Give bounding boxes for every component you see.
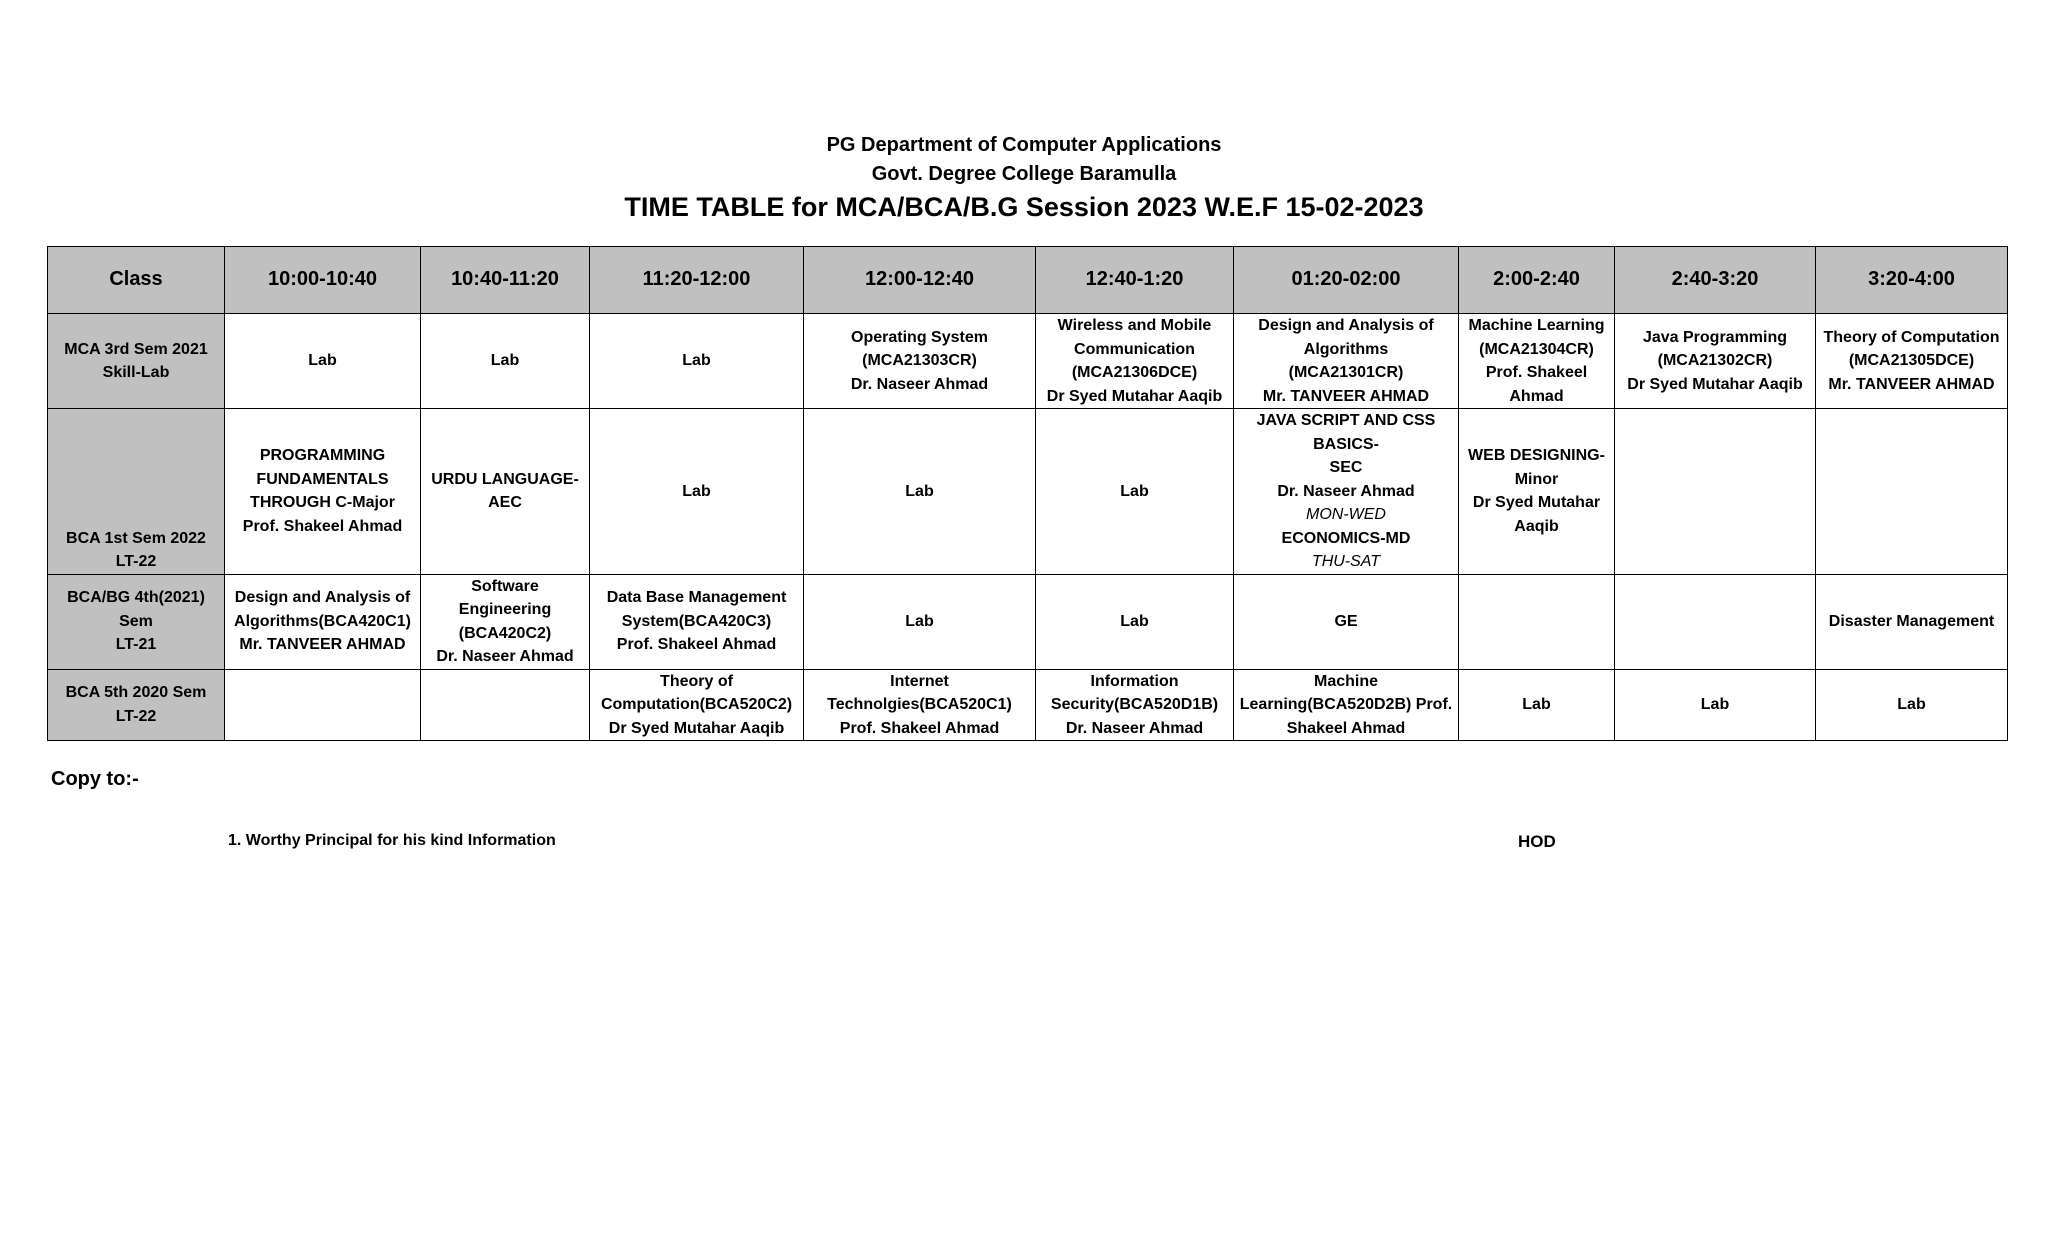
class-label-line: Sem [119, 612, 153, 630]
course-line: Information [1090, 672, 1179, 690]
course-cell [1234, 314, 1459, 409]
empty-cell [1615, 409, 1816, 575]
course-line: GE [1334, 612, 1358, 630]
header-row [48, 247, 2008, 314]
course-line: Dr Syed Mutahar [1472, 494, 1601, 512]
course-line: Dr. Naseer Ahmad [436, 648, 574, 665]
course-line: Wireless and Mobile [1057, 317, 1212, 334]
course-line: Algorithms [1303, 340, 1389, 358]
class-cell [48, 669, 225, 741]
hod-signature: HOD [1518, 832, 1556, 851]
course-line: (MCA21304CR) [1479, 340, 1594, 358]
course-line: THROUGH C-Major [250, 494, 395, 512]
course-line: WEB DESIGNING- [1468, 447, 1605, 465]
timetable-row [48, 409, 2008, 575]
column-header-slot: 10:00-10:40 [225, 247, 421, 314]
course-line: Design and Analysis of [1258, 317, 1434, 334]
course-cell [590, 409, 804, 575]
course-cell [225, 314, 421, 409]
class-label-line: LT-21 [115, 636, 157, 654]
course-line: Lab [905, 482, 934, 500]
timetable-row [48, 574, 2008, 669]
course-line: Lab [1897, 696, 1926, 713]
course-line: (MCA21305DCE) [1848, 352, 1975, 370]
course-line: Communication [1074, 340, 1195, 358]
course-line: (BCA420C2) [458, 624, 552, 642]
course-line: Lab [1120, 482, 1149, 500]
course-line: Learning(BCA520D2B) Prof. [1239, 696, 1453, 713]
column-header-slot: 2:40-3:20 [1615, 247, 1816, 314]
course-cell [1615, 669, 1816, 741]
column-header-slot: 01:20-02:00 [1234, 247, 1459, 314]
course-cell [1036, 409, 1234, 575]
course-line: Data Base Management [606, 589, 787, 607]
college-name: Govt. Degree College Baramulla [871, 163, 1177, 185]
column-header-slot: 2:00-2:40 [1459, 247, 1615, 314]
class-cell [48, 574, 225, 669]
course-cell [1234, 669, 1459, 741]
course-line: (MCA21302CR) [1657, 352, 1773, 370]
empty-cell [421, 669, 590, 741]
course-cell [590, 669, 804, 741]
course-line: (MCA21301CR) [1288, 364, 1404, 381]
course-line: Operating System [851, 328, 988, 346]
course-line: PROGRAMMING [259, 447, 386, 465]
course-line: SEC [1329, 459, 1363, 476]
column-header-class: Class [48, 247, 225, 314]
timetable [47, 246, 2008, 741]
course-cell [1816, 574, 2008, 669]
course-cell [804, 314, 1036, 409]
class-label-line: Skill-Lab [102, 364, 170, 381]
course-line: Theory of [660, 672, 733, 690]
timetable-title: TIME TABLE for MCA/BCA/B.G Session 2023 W.E.F 15-02-2023 [624, 192, 1424, 222]
class-label-line: BCA 5th 2020 Sem [65, 684, 207, 702]
empty-cell [1615, 574, 1816, 669]
course-line: Lab [905, 612, 934, 630]
column-header-slot: 12:40-1:20 [1036, 247, 1234, 314]
course-line: Dr. Naseer Ahmad [1277, 482, 1415, 500]
course-line: AEC [488, 494, 522, 512]
timetable-row [48, 669, 2008, 741]
timetable-row [48, 314, 2008, 409]
class-cell [48, 314, 225, 409]
course-cell [1459, 314, 1615, 409]
course-line: Prof. Shakeel Ahmad [242, 517, 403, 535]
column-header-slot: 12:00-12:40 [804, 247, 1036, 314]
course-line: Internet [890, 672, 949, 690]
class-label-line: LT-22 [115, 553, 157, 570]
column-header-slot: 10:40-11:20 [421, 247, 590, 314]
course-cell [1459, 409, 1615, 575]
class-label-line: BCA/BG 4th(2021) [67, 589, 205, 607]
course-line: Shakeel Ahmad [1286, 719, 1406, 737]
course-line: Disaster Management [1828, 612, 1995, 630]
course-line: Theory of Computation [1823, 328, 2000, 346]
course-cell [804, 574, 1036, 669]
course-cell [1036, 669, 1234, 741]
course-cell [1459, 669, 1615, 741]
copy-to-item: 1. Worthy Principal for his kind Information [228, 832, 556, 849]
course-line: Dr Syed Mutahar Aaqib [1046, 387, 1223, 405]
course-line: Algorithms(BCA420C1) [234, 612, 411, 630]
course-cell [1234, 409, 1459, 575]
course-cell [804, 669, 1036, 741]
course-cell [1816, 669, 2008, 741]
course-line: Mr. TANVEER AHMAD [1828, 375, 1995, 393]
course-line: ECONOMICS-MD [1281, 529, 1411, 547]
class-cell [48, 409, 225, 575]
course-line: Security(BCA520D1B) [1050, 696, 1219, 713]
course-line: Prof. Shakeel Ahmad [839, 719, 1000, 737]
course-line: Ahmad [1509, 387, 1564, 405]
empty-cell [1459, 574, 1615, 669]
course-line: Lab [1522, 696, 1551, 713]
class-label-line: MCA 3rd Sem 2021 [64, 340, 208, 358]
empty-cell [1816, 409, 2008, 575]
course-cell [1615, 314, 1816, 409]
schedule-days-line: MON-WED [1306, 506, 1386, 523]
course-line: (MCA21306DCE) [1071, 364, 1198, 381]
course-line: Prof. Shakeel Ahmad [616, 636, 777, 654]
course-cell [590, 314, 804, 409]
course-cell [225, 409, 421, 575]
course-cell [590, 574, 804, 669]
department-name: PG Department of Computer Applications [826, 134, 1222, 156]
class-label-line: BCA 1st Sem 2022 [66, 529, 206, 547]
course-cell [421, 314, 590, 409]
class-label-line: LT-22 [115, 707, 157, 725]
course-line: Machine Learning [1468, 317, 1605, 334]
course-line: Mr. TANVEER AHMAD [1262, 387, 1430, 405]
course-line: (MCA21303CR) [862, 352, 977, 370]
course-line: Dr. Naseer Ahmad [1065, 719, 1204, 737]
course-line: Lab [490, 352, 520, 370]
course-line: System(BCA420C3) [621, 612, 772, 630]
course-line: Dr. Naseer Ahmad [850, 375, 989, 393]
course-cell [421, 409, 590, 575]
course-cell [225, 574, 421, 669]
column-header-slot: 11:20-12:00 [590, 247, 804, 314]
course-line: Lab [1120, 612, 1149, 630]
course-cell [1036, 314, 1234, 409]
course-line: Lab [308, 352, 337, 370]
course-cell [1036, 574, 1234, 669]
course-line: Lab [682, 352, 711, 370]
course-cell [421, 574, 590, 669]
course-line: Computation(BCA520C2) [600, 696, 793, 713]
course-line: Prof. Shakeel [1485, 364, 1588, 381]
column-header-slot: 3:20-4:00 [1816, 247, 2008, 314]
course-line: Mr. TANVEER AHMAD [239, 636, 406, 654]
course-line: Software Engineering [458, 577, 552, 618]
course-line: JAVA SCRIPT AND CSS BASICS- [1256, 412, 1436, 453]
course-cell [804, 409, 1036, 575]
course-line: Machine [1313, 672, 1378, 690]
course-line: Aaqib [1514, 517, 1559, 535]
course-line: URDU LANGUAGE- [431, 470, 579, 488]
course-line: Lab [682, 482, 711, 500]
copy-to-label: Copy to:- [51, 768, 139, 790]
course-line: FUNDAMENTALS [256, 470, 389, 488]
course-line: Design and Analysis of [234, 589, 411, 607]
course-line: Lab [1700, 696, 1730, 713]
course-cell [1816, 314, 2008, 409]
course-line: Minor [1514, 470, 1559, 488]
schedule-days-line: THU-SAT [1311, 553, 1381, 570]
empty-cell [225, 669, 421, 741]
course-line: Java Programming [1642, 328, 1788, 346]
course-line: Dr Syed Mutahar Aaqib [1627, 375, 1803, 393]
course-line: Dr Syed Mutahar Aaqib [608, 719, 785, 737]
course-cell [1234, 574, 1459, 669]
course-line: Technolgies(BCA520C1) [827, 696, 1012, 713]
